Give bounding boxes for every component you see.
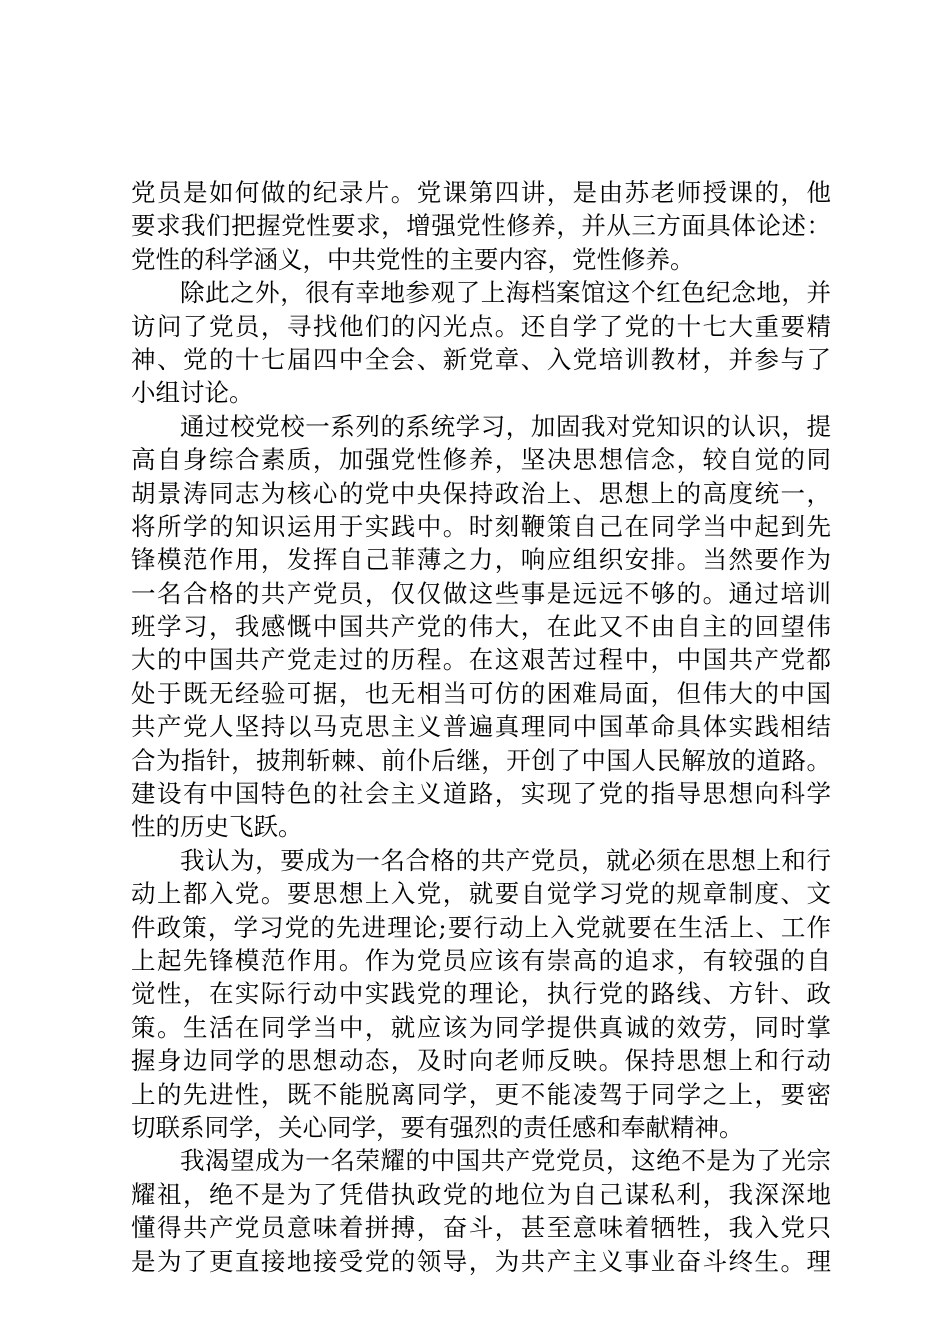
text-line: 处于既无经验可据，也无相当可仿的困难局面，但伟大的中国 — [131, 678, 831, 708]
document-body — [131, 176, 831, 1278]
text-line: 胡景涛同志为核心的党中央保持政治上、思想上的高度统一， — [131, 478, 831, 508]
text-line: 神、党的十七届四中全会、新党章、入党培训教材，并参与了 — [131, 344, 831, 374]
text-line: 党员是如何做的纪录片。党课第四讲，是由苏老师授课的，他 — [131, 178, 831, 207]
text-line: 握身边同学的思想动态，及时向老师反映。保持思想上和行动 — [131, 1046, 831, 1076]
text-line: 要求我们把握党性要求，增强党性修养，并从三方面具体论述： — [131, 211, 831, 241]
text-line: 耀祖，绝不是为了凭借执政党的地位为自己谋私利，我深深地 — [131, 1179, 831, 1209]
text-line: 上起先锋模范作用。作为党员应该有崇高的追求，有较强的自 — [131, 945, 831, 975]
paragraph-p5 — [131, 1144, 831, 1278]
text-line: 共产党人坚持以马克思主义普遍真理同中国革命具体实践相结 — [131, 712, 831, 742]
text-line: 合为指针，披荆斩棘、前仆后继，开创了中国人民解放的道路。 — [131, 745, 831, 775]
text-line: 党性的科学涵义，中共党性的主要内容，党性修养。 — [131, 244, 695, 274]
text-line: 性的历史飞跃。 — [131, 812, 303, 842]
paragraph-p2 — [131, 276, 831, 410]
text-line: 将所学的知识运用于实践中。时刻鞭策自己在同学当中起到先 — [131, 511, 831, 541]
paragraph-p1 — [131, 176, 831, 276]
text-line: 除此之外，很有幸地参观了上海档案馆这个红色纪念地，并 — [180, 278, 831, 308]
text-line: 大的中国共产党走过的历程。在这艰苦过程中，中国共产党都 — [131, 645, 831, 675]
text-line: 件政策，学习党的先进理论;要行动上入党就要在生活上、工作 — [131, 912, 831, 942]
text-line: 建设有中国特色的社会主义道路，实现了党的指导思想向科学 — [131, 779, 831, 809]
text-line: 访问了党员，寻找他们的闪光点。还自学了党的十七大重要精 — [131, 311, 831, 341]
paragraph-p4 — [131, 844, 831, 1145]
text-line: 是为了更直接地接受党的领导，为共产主义事业奋斗终生。理 — [131, 1246, 831, 1276]
text-line: 锋模范作用，发挥自己菲薄之力，响应组织安排。当然要作为 — [131, 545, 831, 575]
paragraph-p3 — [131, 410, 831, 844]
text-line: 上的先进性，既不能脱离同学，更不能凌驾于同学之上，要密 — [131, 1079, 831, 1109]
text-line: 小组讨论。 — [131, 378, 254, 408]
text-line: 班学习，我感慨中国共产党的伟大，在此又不由自主的回望伟 — [131, 612, 831, 642]
text-line: 觉性，在实际行动中实践党的理论，执行党的路线、方针、政 — [131, 979, 831, 1009]
text-line: 高自身综合素质，加强党性修养，坚决思想信念，较自觉的同 — [131, 445, 831, 475]
text-line: 策。生活在同学当中，就应该为同学提供真诚的效劳，同时掌 — [131, 1012, 831, 1042]
text-line: 动上都入党。要思想上入党，就要自觉学习党的规章制度、文 — [131, 879, 831, 909]
text-line: 一名合格的共产党员，仅仅做这些事是远远不够的。通过培训 — [131, 578, 831, 608]
text-line: 切联系同学，关心同学，要有强烈的责任感和奉献精神。 — [131, 1112, 744, 1142]
text-line: 通过校党校一系列的系统学习，加固我对党知识的认识，提 — [180, 411, 831, 441]
text-line: 懂得共产党员意味着拼搏，奋斗，甚至意味着牺牲，我入党只 — [131, 1213, 831, 1243]
text-line: 我渴望成为一名荣耀的中国共产党党员，这绝不是为了光宗 — [180, 1146, 831, 1176]
text-line: 我认为，要成为一名合格的共产党员，就必须在思想上和行 — [180, 845, 831, 875]
